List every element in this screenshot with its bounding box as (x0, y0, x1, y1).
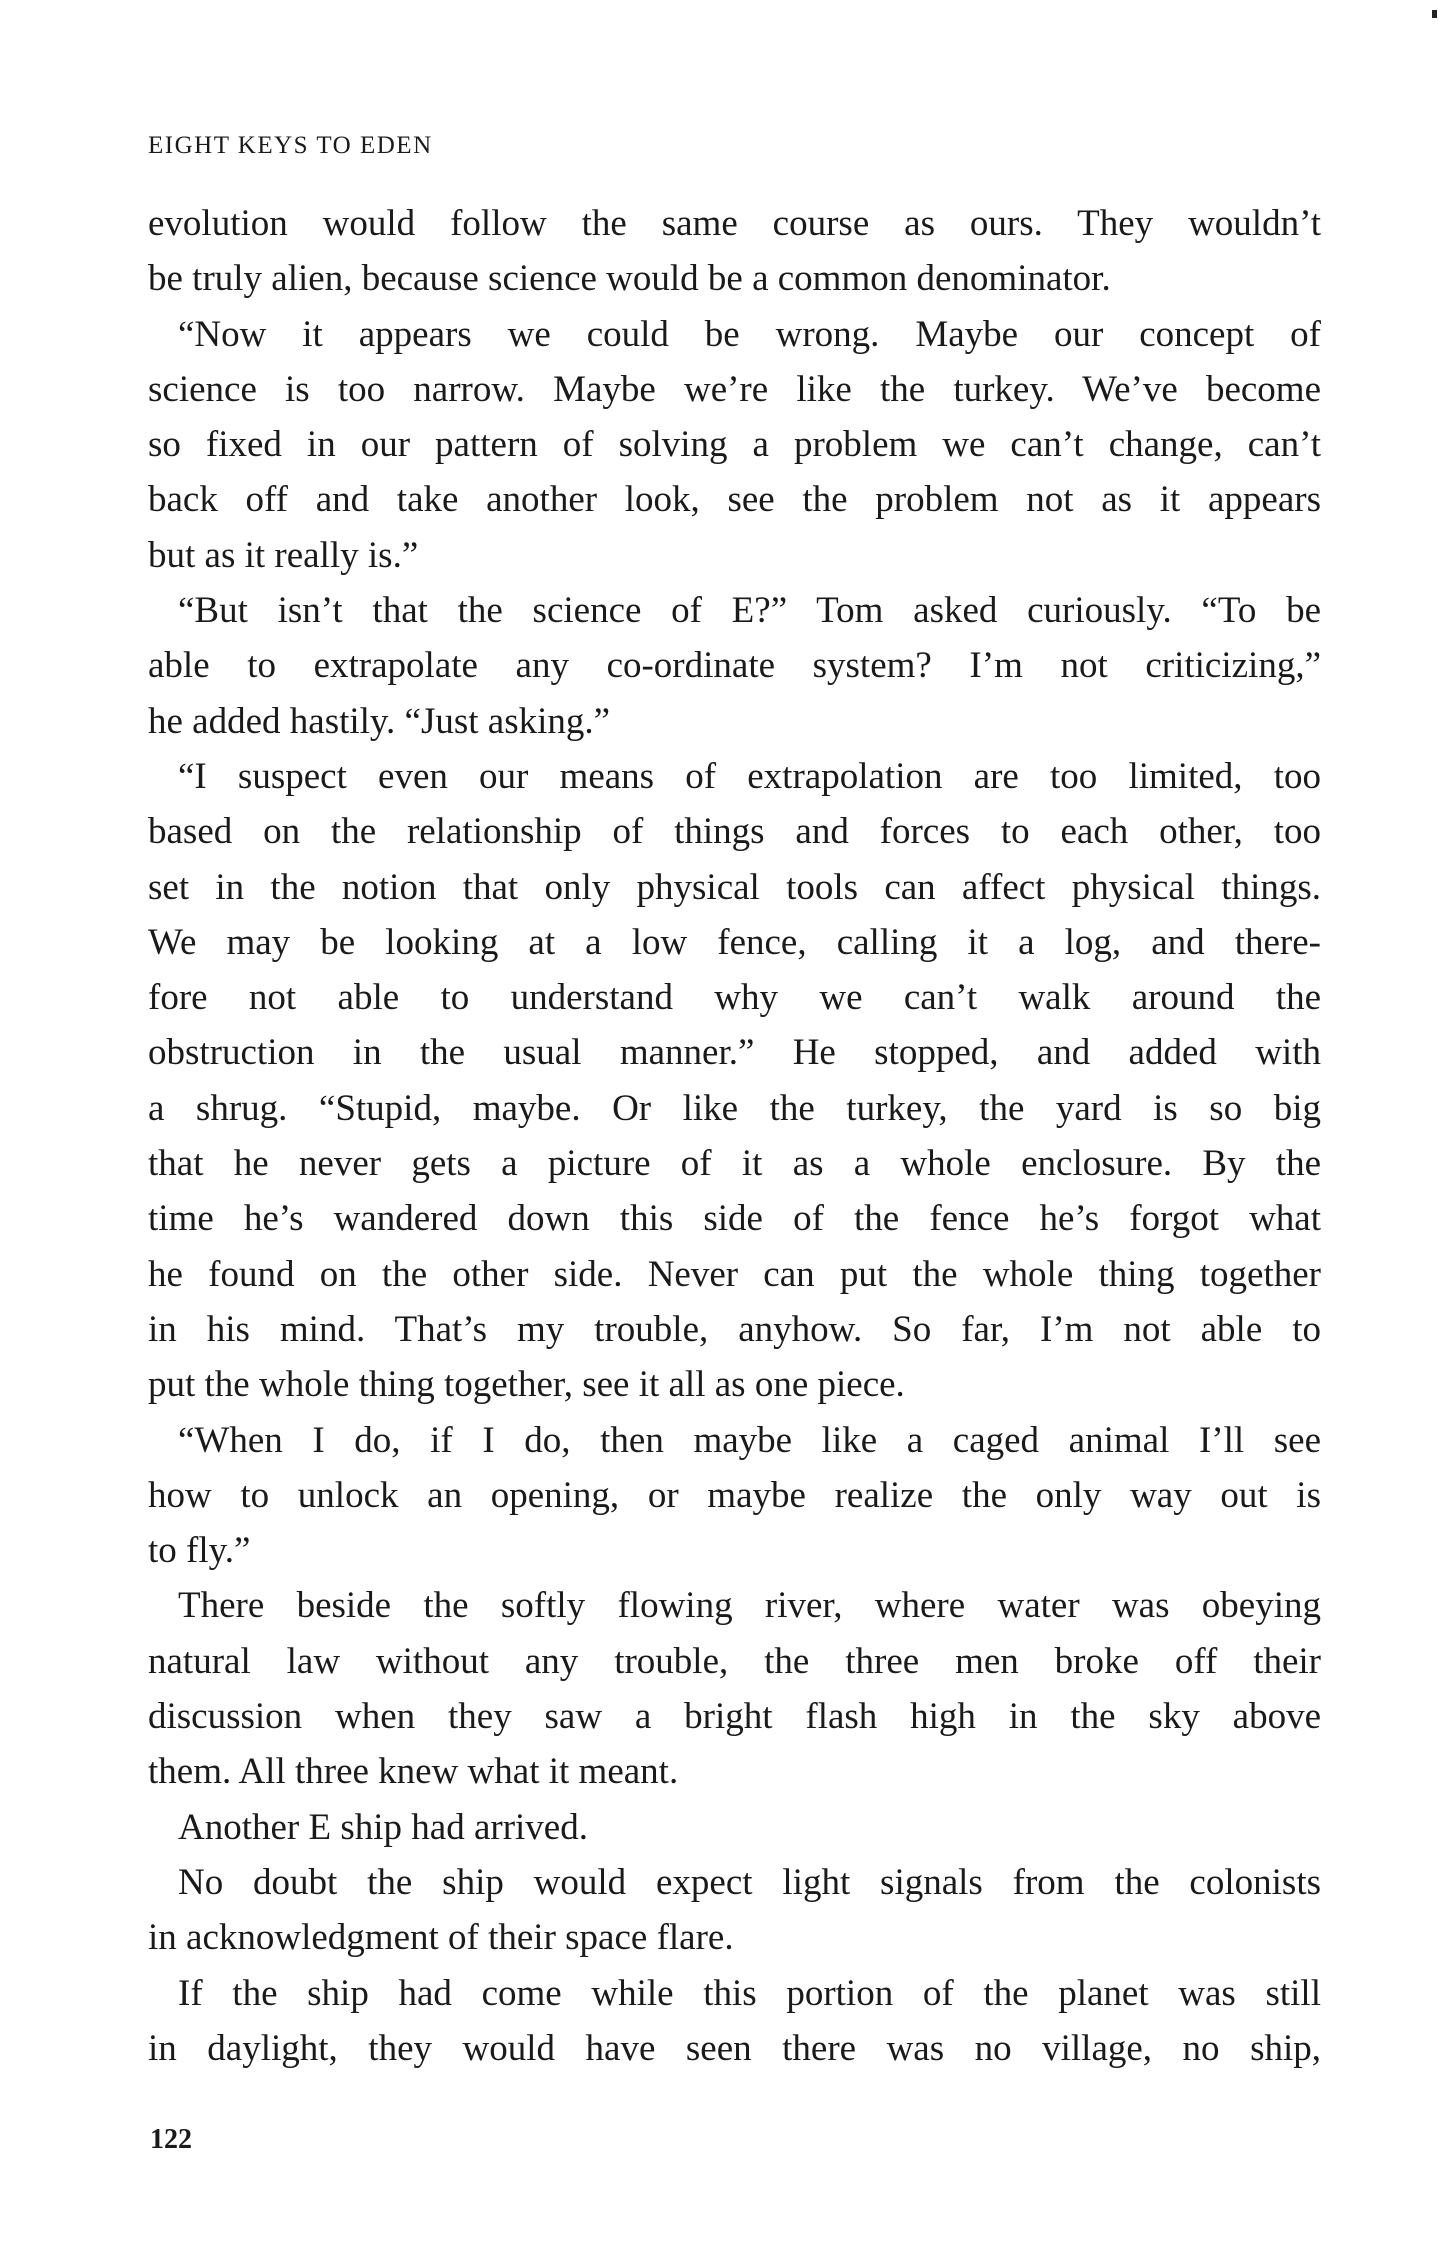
text-line: back off and take another look, see the problem not as it appears (148, 479, 1321, 521)
text-line: If the ship had come while this portion of the planet was still (178, 1972, 1321, 2014)
text-line: them. All three knew what it meant. (148, 1751, 679, 1793)
scan-mark (1432, 10, 1437, 18)
text-line: he found on the other side. Never can put the whole thing together (148, 1253, 1321, 1295)
text-line: but as it really is.” (148, 534, 419, 576)
text-line: so fixed in our pattern of solving a problem we can’t change, can’t (148, 424, 1321, 466)
paragraph (148, 749, 1321, 1413)
text-line: Another E ship had arrived. (178, 1806, 588, 1848)
text-line: “But isn’t that the science of E?” Tom asked curiously. “To be (178, 590, 1321, 632)
text-line: “When I do, if I do, then maybe like a caged animal I’ll see (178, 1419, 1321, 1461)
text-line: set in the notion that only physical tools can affect physical things. (148, 866, 1321, 908)
text-line: that he never gets a picture of it as a whole enclosure. By the (148, 1143, 1321, 1185)
paragraph (148, 1966, 1321, 2077)
text-line: fore not able to understand why we can’t walk around the (148, 977, 1321, 1019)
text-line: put the whole thing together, see it all as one piece. (148, 1364, 905, 1406)
text-line: how to unlock an opening, or maybe realize the only way out is (148, 1474, 1321, 1516)
page-number: 122 (150, 2124, 192, 2155)
paragraph (148, 196, 1321, 307)
paragraph (148, 307, 1321, 583)
text-line: natural law without any trouble, the three men broke off their (148, 1640, 1321, 1682)
paragraph (148, 1800, 1321, 1855)
text-line: in daylight, they would have seen there was no village, no ship, (148, 2027, 1321, 2069)
paragraph (148, 1855, 1321, 1966)
text-line: evolution would follow the same course as ours. They wouldn’t (148, 203, 1321, 244)
text-line: There beside the softly flowing river, where water was obeying (178, 1585, 1321, 1627)
text-line: We may be looking at a low fence, calling it a log, and there- (148, 921, 1321, 963)
text-line: “I suspect even our means of extrapolation are too limited, too (178, 755, 1321, 797)
text-line: time he’s wandered down this side of the fence he’s forgot what (148, 1198, 1321, 1240)
text-line: “Now it appears we could be wrong. Maybe our concept of (178, 313, 1321, 355)
paragraph (148, 583, 1321, 749)
text-line: science is too narrow. Maybe we’re like the turkey. We’ve become (148, 368, 1321, 410)
running-header: EIGHT KEYS TO EDEN (148, 132, 433, 159)
text-line: obstruction in the usual manner.” He stopped, and added with (148, 1032, 1321, 1074)
text-line: to fly.” (148, 1530, 251, 1572)
text-line: in his mind. That’s my trouble, anyhow. So far, I’m not able to (148, 1308, 1321, 1350)
text-line: discussion when they saw a bright flash high in the sky above (148, 1696, 1321, 1738)
page-body (148, 196, 1321, 2076)
paragraph (148, 1413, 1321, 1579)
text-line: he added hastily. “Just asking.” (148, 700, 611, 742)
text-line: based on the relationship of things and forces to each other, too (148, 811, 1321, 853)
text-line: a shrug. “Stupid, maybe. Or like the turkey, the yard is so big (148, 1087, 1321, 1129)
text-line: be truly alien, because science would be a common denominator. (148, 258, 1111, 300)
text-line: No doubt the ship would expect light signals from the colonists (178, 1861, 1321, 1903)
text-line: able to extrapolate any co-ordinate system? I’m not criticizing,” (148, 645, 1321, 687)
text-line: in acknowledgment of their space flare. (148, 1917, 734, 1959)
paragraph (148, 1578, 1321, 1799)
